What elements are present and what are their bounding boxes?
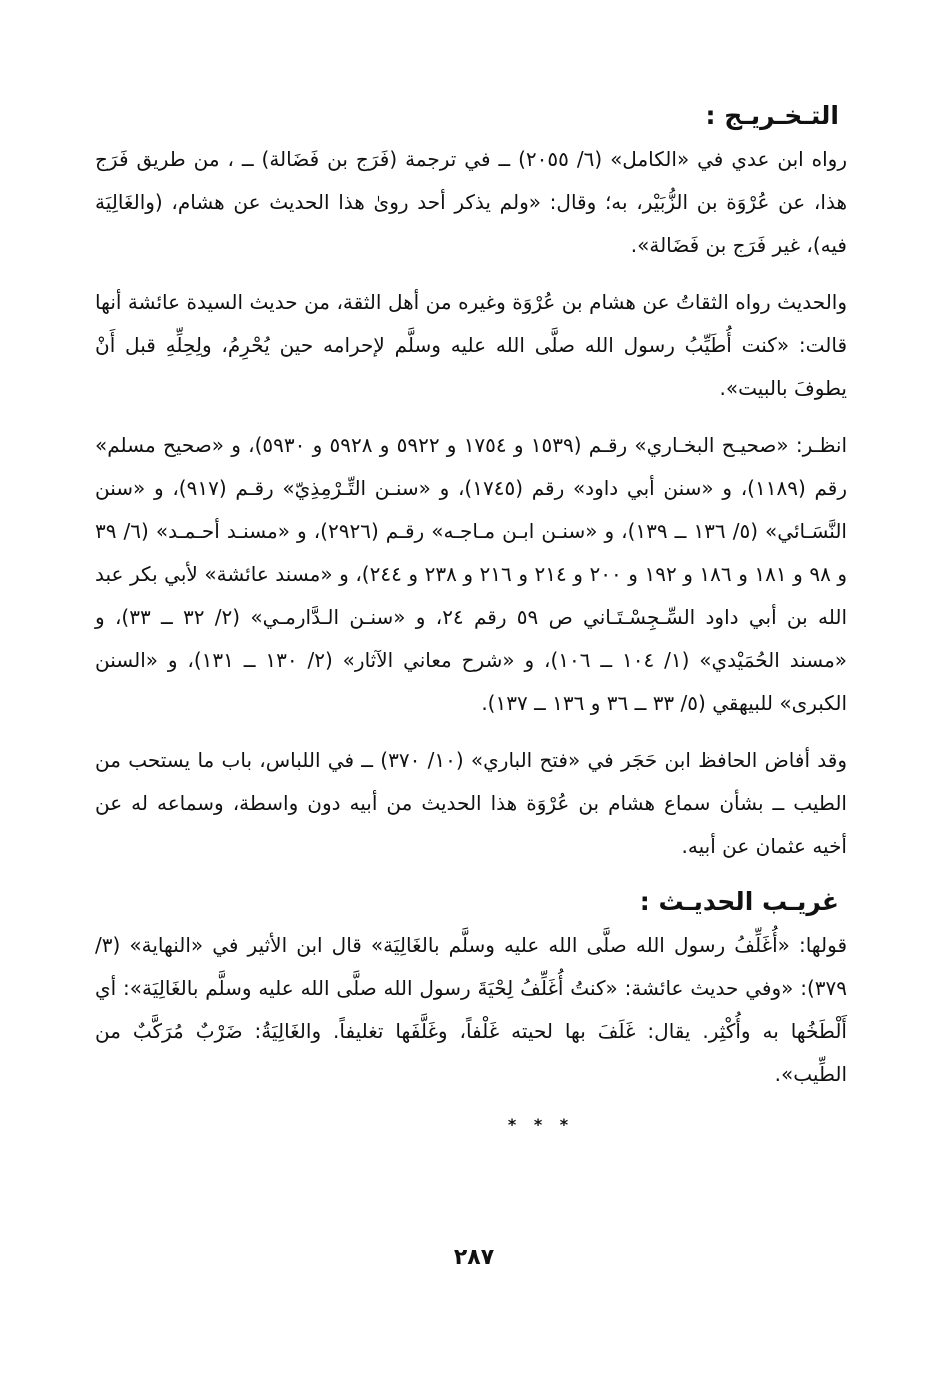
- paragraph-ibn-adi: رواه ابن عدي في «الكامل» (٦/ ٢٠٥٥) ــ في ترجمة (فَرَج بن فَضَالة) ــ ، من طريق فَرَج هذا، عن عُرْوَة بن الزُّبَيْر، به؛ وقال: «ولم يذكر أحد روىٰ هذا الحديث عن هشام، (والغَالِيَة فيه)، غير فَرَج بن فَضَالة».: [95, 147, 847, 257]
- paragraph-thiqat: والحديث رواه الثقاتُ عن هشام بن عُرْوَة وغيره من أهل الثقة، من حديث السيدة عائشة أنها قالت: «كنت أُطَيِّبُ رسول الله صلَّى الله عليه وسلَّم لإحرامه حين يُحْرِمُ، ولِحِلِّهِ قبل أَنْ يطوفَ بالبيت».: [95, 290, 847, 400]
- paragraph-ghalia: قولها: «أُغَلِّفُ رسول الله صلَّى الله عليه وسلَّم بالغَالِيَة» قال ابن الأثير في «النهاية» (٣/ ٣٧٩): «وفي حديث عائشة: «كنتُ أُغَلِّفُ لِحْيَةَ رسول الله صلَّى الله عليه وسلَّم بالغَالِيَة»: أي أَلْطَخُها به وأُكْثِر. يقال: غَلَفَ بها لحيته غَلْفاً، وغَلَّفَها تغليفاً. والغَالِيَةُ: ضَرْبٌ مُرَكَّبٌ من الطِّيب».: [95, 933, 847, 1086]
- page-body: [95, 96, 847, 1296]
- section-separator: * * *: [507, 1115, 575, 1134]
- paragraph-references: انظـر: «صحيـح البخـاري» رقـم (١٥٣٩ و ١٧٥٤ و ٥٩٢٢ و ٥٩٢٨ و ٥٩٣٠)، و «صحيح مسلم» رقم (١١٨٩)، و «سنن أبي داود» رقم (١٧٤٥)، و «سنـن التِّـرْمِذِيّ» رقـم (٩١٧)، و «سنن النَّسَـائي» (٥/ ١٣٦ ــ ١٣٩)، و «سنـن ابـن مـاجـه» رقـم (٢٩٢٦)، و «مسنـد أحـمـد» (٦/ ٣٩ و ٩٨ و ١٨١ و ١٨٦ و ١٩٢ و ٢٠٠ و ٢١٤ و ٢١٦ و ٢٣٨ و ٢٤٤)، و «مسند عائشة» لأبي بكر عبد الله بن أبي داود السِّـجِسْـتَـاني ص ٥٩ رقم ٢٤، و «سنـن الـدَّارمـي» (٢/ ٣٢ ــ ٣٣)، و «مسند الحُمَيْدي» (١/ ١٠٤ ــ ١٠٦)، و «شرح معاني الآثار» (٢/ ١٣٠ ــ ١٣١)، و «السنن الكبرى» للبيهقي (٥/ ٣٣ ــ ٣٦ و ١٣٦ ــ ١٣٧).: [95, 433, 848, 715]
- gharib-heading: غريـب الحديـث :: [639, 887, 839, 916]
- paragraph-ibn-hajar: وقد أفاض الحافظ ابن حَجَر في «فتح الباري» (١٠/ ٣٧٠) ــ في اللباس، باب ما يستحب من الطيب ــ بشأن سماع هشام بن عُرْوَة هذا الحديث من أبيه دون واسطة، وسماعه له عن أخيه عثمان عن أبيه.: [95, 748, 847, 858]
- page-number: ٢٨٧: [453, 1245, 495, 1270]
- takhrij-heading: التـخـريـج :: [705, 101, 839, 130]
